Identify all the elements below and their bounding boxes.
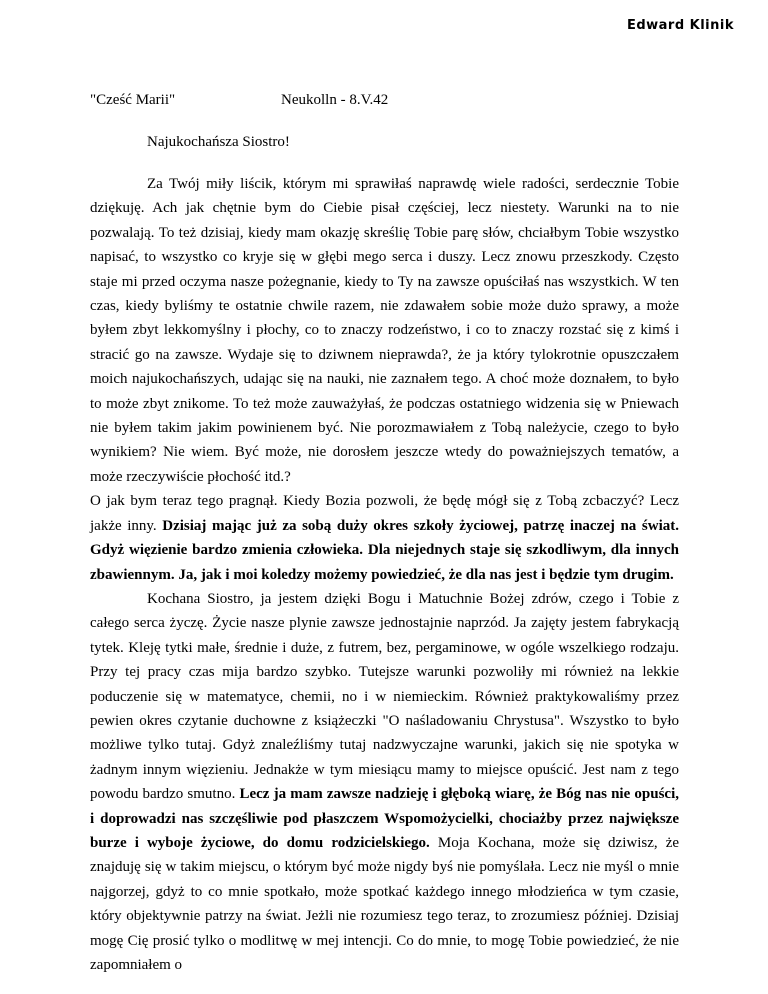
- paragraph-2: [90, 489, 679, 587]
- paragraph-3: [90, 587, 679, 978]
- letter-body: [90, 172, 679, 977]
- salutation: Najukochańsza Siostro!: [147, 134, 290, 150]
- paragraph-2-text: O jak bym teraz tego pragnął. Kiedy Bozia pozwoli, że będę mógł się z Tobą zcbaczyć? Lecz jakże inny.: [90, 493, 679, 534]
- author-name: Edward Klinik: [626, 18, 734, 33]
- letter-title: "Cześć Marii": [90, 92, 176, 108]
- paragraph-1: Za Twój miły liścik, którym mi sprawiłaś naprawdę wiele radości, serdecznie Tobie dziękuję. Ach jak chętnie bym do Ciebie pisał częściej, lecz niestety. Warunki na to nie pozwalają. To też dzisiaj, kiedy mam okazję skreślię Tobie parę słów, chciałbym Tobie wszystko napisać, to wszystko co kryje się w głębi mego serca i duszy. Lecz znowu przeszkody. Często staje mi przed oczyma nasze pożegnanie, kiedy to Ty na zawsze opuściłaś nas wszystkich. W ten czas, kiedy byliśmy te ostatnie chwile razem, nie zdawałem sobie może dużo sprawy, a może byłem zbyt lekkomyślny i płochy, co to znaczy rodzeństwo, i co to znaczy rozstać się z kimś i stracić go na zawsze. Wydaje się to dziwnem nieprawda?, że ja który tylokrotnie opuszczałem moich najukochańszych, udając się na nauki, nie zaznałem tego. A choć może doznałem, to było to może zbyt znikome. To też może zauważyłaś, że podczas ostatniego widzenia się w Pniewach nie byłem takim jakim powinienem być. Nie porozmawiałem z Tobą należycie, czego to było wynikiem? Nie wiem. Być może, nie dorosłem jeszcze wtedy do poważniejszych tematów, a może rzeczywiście płochość itd.?: [90, 176, 679, 485]
- place-date: Neukolln - 8.V.42: [281, 92, 389, 108]
- paragraph-3-text-b: Moja Kochana, może się dziwisz, że znajduję się w takim miejscu, o którym być może nigdy byś nie pomyślała. Lecz nie myśl o mnie najgorzej, gdyż to co mnie spotkało, może spotkać każdego innego młodzieńca w tym czasie, który objektywnie patrzy na świat. Jeżli nie rozumiesz tego teraz, to zrozumiesz później. Dzisiaj mogę Cię prosić tylko o modlitwę w mej intencji. Co do mnie, to mogę Tobie powiedzieć, że nie zapomniałem o: [90, 834, 680, 973]
- paragraph-2-bold: Dzisiaj mając już za sobą duży okres szkoły życiowej, patrzę inaczej na świat. Gdyż więzienie bardzo zmienia człowieka. Dla niejednych staje się szkodliwym, dla innych zbawiennym. Ja, jak i moi koledzy możemy powiedzieć, że dla nas jest i będzie tym drugim.: [90, 517, 679, 583]
- paragraph-3-text-a: Kochana Siostro, ja jestem dzięki Bogu i Matuchnie Bożej zdrów, czego i Tobie z całego serca życzę. Życie nasze plynie zawsze jednostajnie naprzód. Ja zajęty jestem fabrykacją tytek. Kleję tytki małe, średnie i duże, z futrem, bez, pergaminowe, w ogóle wszelkiego rodzaju. Przy tej pracy czas mija bardzo szybko. Tutejsze warunki pozwoliły mi również na lekkie poduczenie się w matematyce, chemii, no i w niemieckim. Również praktykowaliśmy przez pewien okres czytanie duchowne z książeczki "O naśladowaniu Chrystusa". Wszystko to było możliwe tylko tutaj. Gdyż znaleźliśmy tutaj nadzwyczajne warunki, jakich się nie spotyka w żadnym innym więzieniu. Jednakże w tym miesiącu mamy to miejsce opuścić. Jest nam z tego powodu bardzo smutno.: [90, 590, 679, 803]
- paragraph-3-bold: Lecz ja mam zawsze nadzieję i głęboką wiarę, że Bóg nas nie opuści, i doprowadzi nas szczęśliwie pod płaszczem Wspomożycielki, chociażby przez największe burze i wyboje życiowe, do domu rodzicielskiego.: [90, 786, 679, 851]
